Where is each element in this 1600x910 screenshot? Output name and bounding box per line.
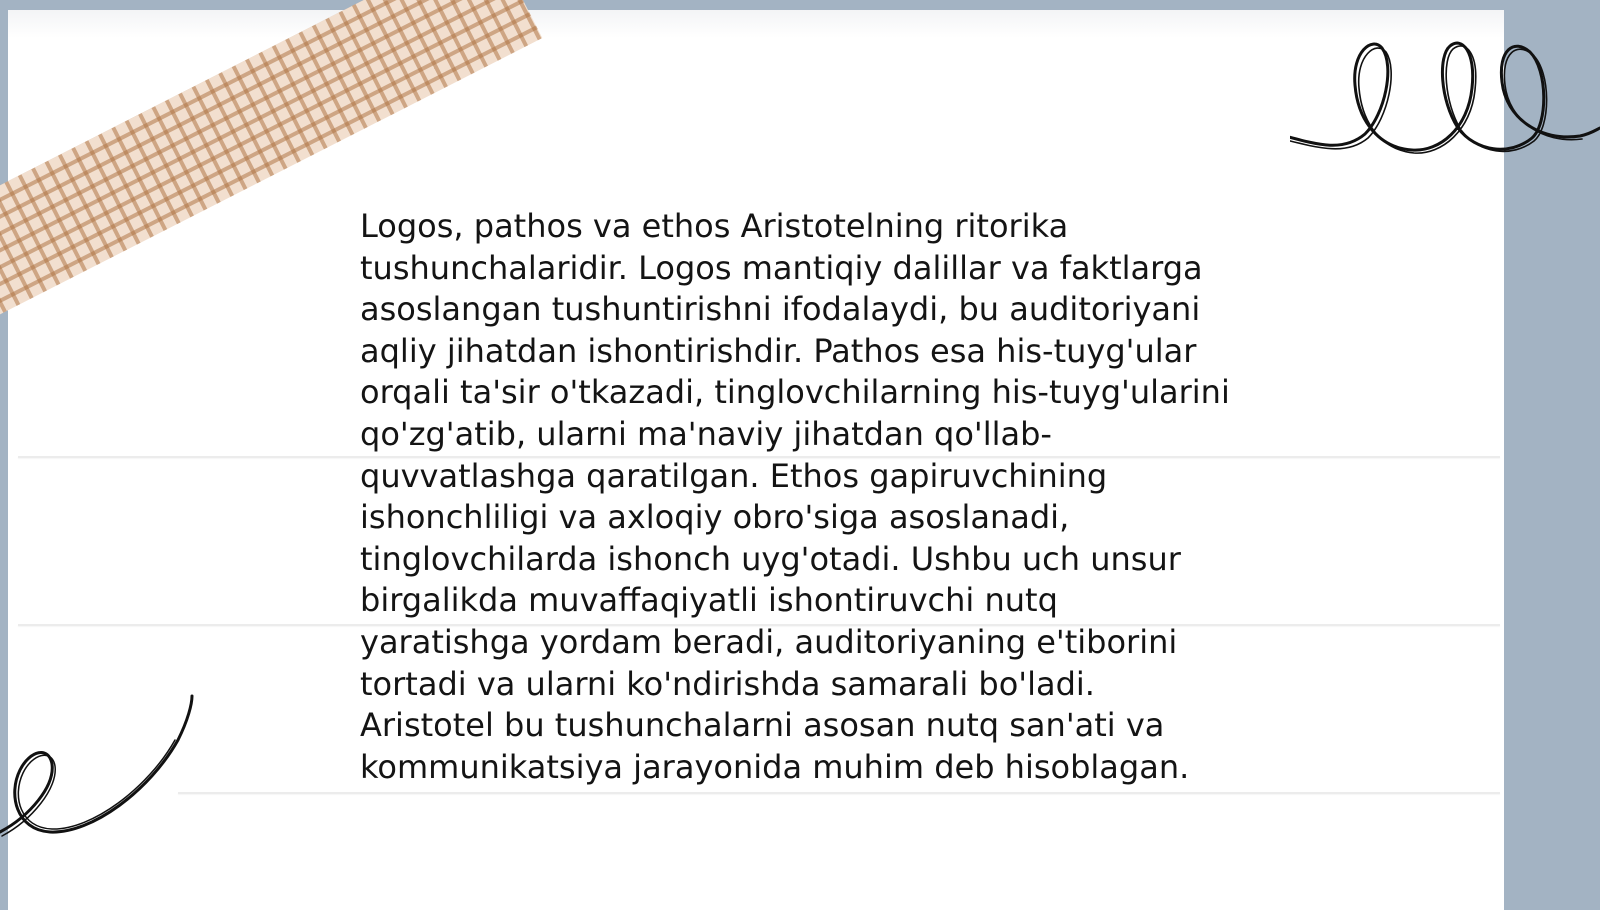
text-line: tortadi va ularni ko'ndirishda samarali bo'ladi.: [360, 664, 1095, 703]
text-line: tushunchalaridir. Logos mantiqiy dalillar va faktlarga: [360, 248, 1203, 287]
text-line: tinglovchilarda ishonch uyg'otadi. Ushbu uch unsur: [360, 539, 1181, 578]
ruled-line: [178, 792, 1500, 794]
text-line: qo'zg'atib, ularni ma'naviy jihatdan qo'llab-: [360, 414, 1052, 453]
text-line: birgalikda muvaffaqiyatli ishontiruvchi nutq: [360, 581, 1058, 620]
text-line: aqliy jihatdan ishontirishdir. Pathos esa his-tuyg'ular: [360, 331, 1197, 370]
text-line: orqali ta'sir o'tkazadi, tinglovchilarning his-tuyg'ularini: [360, 373, 1230, 412]
text-line: ishonchliligi va axloqiy obro'siga asoslanadi,: [360, 498, 1070, 537]
text-line: kommunikatsiya jarayonida muhim deb hisoblagan.: [360, 747, 1190, 786]
text-line: asoslangan tushuntirishni ifodalaydi, bu auditoriyani: [360, 290, 1201, 329]
text-line: yaratishga yordam beradi, auditoriyaning e'tiborini: [360, 622, 1178, 661]
text-line: Aristotel bu tushunchalarni asosan nutq san'ati va: [360, 706, 1165, 745]
cursive-swirl-icon: [0, 690, 200, 850]
body-text: [360, 206, 1260, 788]
cursive-loops-icon: [1290, 30, 1600, 170]
text-line: Logos, pathos va ethos Aristotelning ritorika: [360, 207, 1069, 245]
text-line: quvvatlashga qaratilgan. Ethos gapiruvchining: [360, 456, 1108, 495]
